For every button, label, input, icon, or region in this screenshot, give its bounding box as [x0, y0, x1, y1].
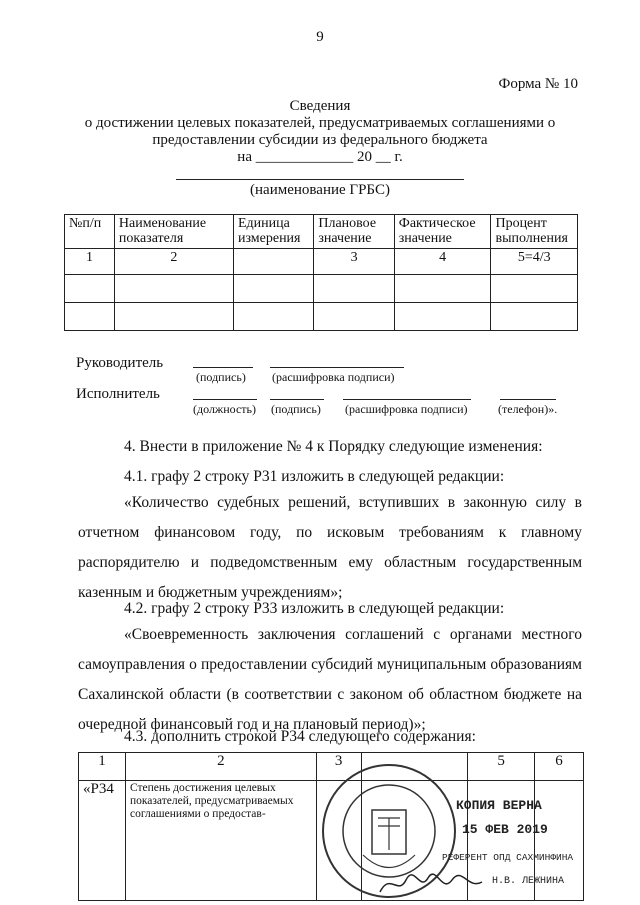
- signature-line: [500, 399, 556, 400]
- header-cell: Плановое значение: [314, 215, 394, 249]
- header-cell: Единица измерения: [233, 215, 313, 249]
- indicators-table: [64, 214, 578, 331]
- header-cell: Процент выполнения: [491, 215, 578, 249]
- caption: (подпись): [271, 402, 321, 416]
- table-row: [65, 249, 578, 275]
- table-row: [65, 275, 578, 303]
- date-prefix: на: [237, 149, 252, 165]
- heading-title: Сведения: [289, 98, 351, 114]
- caption: (расшифровка подписи): [345, 402, 468, 416]
- grbs-line: [176, 179, 464, 180]
- number-cell: 1: [79, 753, 126, 781]
- paragraph: «Своевременность заключения соглашений с органами местного самоуправления о предоставлении субсидий муниципальным образованиям Сахалинской области (в соответствии с законом об областном бюджете на очередной финансовый год и на плановый период)»;: [78, 626, 582, 733]
- date-year: 20 __ г.: [356, 149, 403, 165]
- paragraph: 4. Внести в приложение № 4 к Порядку следующие изменения:: [124, 438, 543, 455]
- heading-date: [60, 149, 580, 166]
- signature-line: [193, 399, 257, 400]
- header-cell: №п/п: [65, 215, 115, 249]
- number-cell: 3: [316, 753, 361, 781]
- heading-line2: о достижении целевых показателей, предусматриваемых соглашениями о: [84, 115, 556, 131]
- header-cell: Наименование показателя: [114, 215, 233, 249]
- number-cell: [233, 249, 313, 275]
- date-blank: _____________: [255, 149, 354, 165]
- caption: (расшифровка подписи): [272, 370, 395, 384]
- table-row: [65, 303, 578, 331]
- signature-line: [193, 367, 253, 368]
- grbs-label: (наименование ГРБС): [250, 182, 390, 198]
- signature-line: [270, 367, 404, 368]
- caption: (телефон)».: [498, 402, 558, 416]
- copy-true-stamp: КОПИЯ ВЕРНА: [456, 798, 542, 813]
- stamp-dept: РЕФЕРЕНТ ОПД САХМИНФИНА: [442, 852, 574, 863]
- form-number: Форма № 10: [498, 76, 578, 92]
- paragraph: 4.1. графу 2 строку Р31 изложить в следующей редакции:: [124, 468, 505, 485]
- table-header-row: [65, 215, 578, 249]
- row-text: Степень достижения целевых показателей, предусматриваемых соглашениями о предостав-: [125, 781, 316, 901]
- number-cell: 4: [394, 249, 491, 275]
- exec-label: Исполнитель: [76, 386, 160, 402]
- row-code: «Р34: [79, 781, 126, 901]
- handwritten-signature-icon: [376, 866, 486, 900]
- head-label: Руководитель: [76, 355, 164, 371]
- stamp-date: 15 ФЕВ 2019: [462, 822, 548, 837]
- number-cell: 5=4/3: [491, 249, 578, 275]
- number-cell: 5: [468, 753, 535, 781]
- header-cell: Фактическое значение: [394, 215, 491, 249]
- page-number: 9: [316, 29, 324, 45]
- paragraph: 4.3. дополнить строкой Р34 следующего содержания:: [124, 728, 476, 745]
- number-cell: 2: [125, 753, 316, 781]
- number-cell: 6: [535, 753, 584, 781]
- signature-line: [270, 399, 324, 400]
- number-cell: 3: [314, 249, 394, 275]
- caption: (подпись): [196, 370, 246, 384]
- number-cell: 2: [114, 249, 233, 275]
- caption: (должность): [193, 402, 256, 416]
- stamp-name: Н.В. ЛЕЖНИНА: [492, 876, 565, 887]
- paragraph: 4.2. графу 2 строку Р33 изложить в следующей редакции:: [124, 600, 505, 617]
- heading-line3: предоставлении субсидии из федерального бюджета: [152, 132, 488, 148]
- number-cell: 1: [65, 249, 115, 275]
- paragraph: «Количество судебных решений, вступивших в законную силу в отчетном финансовом году, по исковым требованиям к главному распорядителю и подведомственным ему областным государственным казенным и бюджетным учреждениям»;: [78, 494, 582, 601]
- signature-line: [343, 399, 471, 400]
